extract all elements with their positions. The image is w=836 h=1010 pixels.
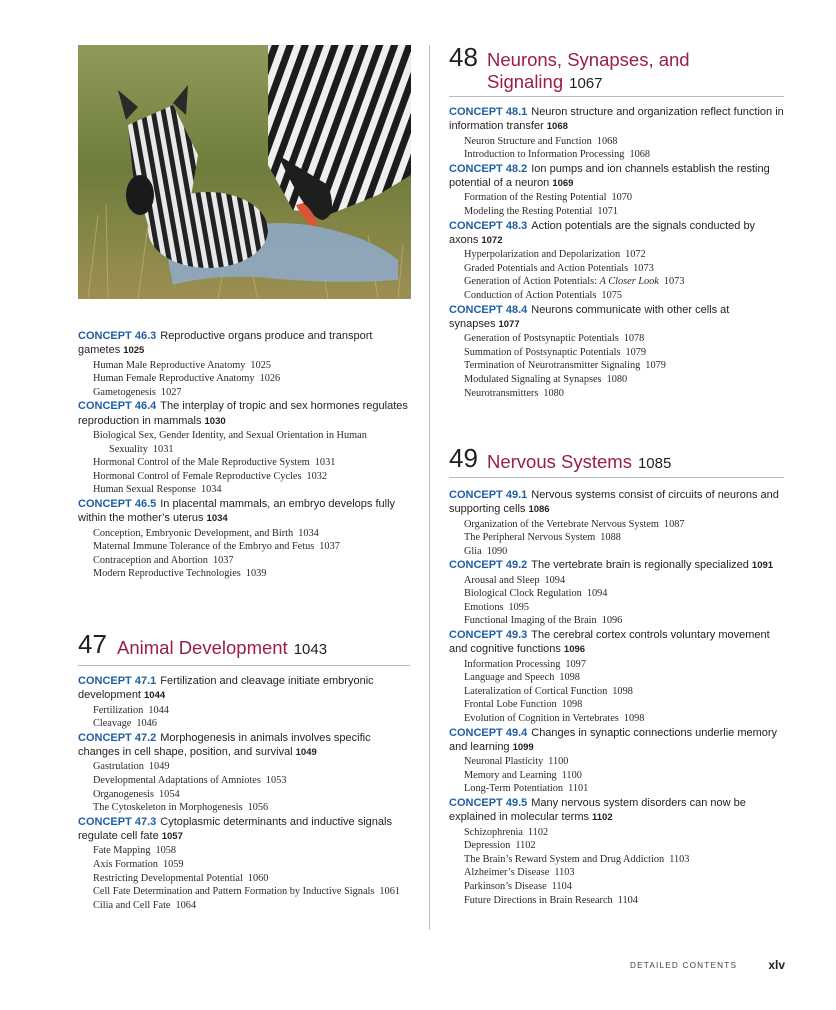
- section-entry: [464, 332, 784, 346]
- concept-page: 1057: [161, 831, 183, 843]
- section-title: Human Female Reproductive Anatomy: [93, 373, 255, 385]
- section-title: Graded Potentials and Action Potentials: [464, 262, 629, 274]
- section-title: Biological Clock Regulation: [464, 588, 582, 600]
- section-title: Maternal Immune Tolerance of the Embryo and Fetus: [93, 541, 315, 553]
- section-page: 1037: [319, 541, 340, 553]
- concept-label: CONCEPT 49.4: [449, 726, 528, 739]
- section-page: 1098: [559, 672, 580, 684]
- section-page: 1103: [669, 853, 690, 865]
- concept-label: CONCEPT 47.1: [78, 675, 157, 687]
- section-entry: [464, 545, 784, 559]
- section-title: Human Male Reproductive Anatomy: [93, 359, 246, 371]
- section-entry: [464, 135, 784, 149]
- section-page: 1094: [544, 574, 566, 586]
- section-page: 1032: [306, 470, 328, 482]
- chapter-page: 1067: [569, 75, 603, 92]
- chapter-title-line2: Signaling: [487, 71, 564, 92]
- section-page: 1072: [625, 249, 646, 261]
- section-entry: [93, 704, 410, 718]
- section-entry: [464, 866, 784, 880]
- concept-heading: [449, 303, 784, 333]
- section-entry: [464, 658, 784, 672]
- concept-heading: [78, 497, 410, 527]
- section-title: Axis Formation: [93, 858, 158, 870]
- page-number: xlv: [768, 958, 785, 972]
- section-page: 1049: [148, 761, 170, 773]
- section-page: 1102: [515, 840, 536, 852]
- section-title: Hormonal Control of Female Reproductive Cycles: [93, 470, 302, 482]
- concept-page: 1091: [751, 560, 774, 572]
- section-entry: [93, 567, 410, 581]
- section-page: 1096: [601, 615, 623, 627]
- section-page: 1037: [212, 554, 234, 566]
- section-page: 1079: [645, 360, 666, 372]
- chapter-49-concepts: [449, 488, 784, 907]
- section-page: 1080: [543, 387, 564, 399]
- section-title: Fate Mapping: [93, 845, 151, 857]
- section-title: Memory and Learning: [464, 769, 557, 781]
- section-entry: [93, 774, 410, 788]
- section-title: Modulated Signaling at Synapses: [464, 373, 602, 385]
- concept-label: CONCEPT 47.2: [78, 731, 157, 744]
- section-page: 1031: [314, 457, 336, 469]
- section-entry: [464, 782, 784, 796]
- section-page: 1027: [160, 386, 182, 398]
- section-entry: [464, 894, 784, 908]
- section-entry: [93, 386, 410, 400]
- chapter-title-text: Animal Development: [117, 637, 288, 658]
- concept-heading: [78, 815, 410, 845]
- section-entry: [93, 470, 410, 484]
- page-footer: [630, 958, 785, 972]
- section-title: Modeling the Resting Potential: [464, 205, 593, 217]
- section-page: 1097: [565, 658, 586, 670]
- section-entry: [464, 880, 784, 894]
- concept-page: 1102: [592, 812, 613, 824]
- section-page: 1061: [379, 886, 400, 898]
- section-title: Generation of Postsynaptic Potentials: [464, 333, 619, 345]
- concept-label: CONCEPT 48.1: [449, 106, 528, 118]
- section-entry: [464, 853, 784, 867]
- concept-title: Action potentials are the signals conducted by axons: [449, 219, 756, 246]
- section-page: 1071: [597, 205, 619, 217]
- section-entry: [93, 760, 410, 774]
- section-title: Conduction of Action Potentials: [464, 289, 597, 301]
- section-page: 1100: [561, 769, 582, 781]
- section-title: Conception, Embryonic Development, and Birth: [93, 527, 294, 539]
- concept-title: The interplay of tropic and sex hormones regulates reproduction in mammals: [78, 400, 408, 427]
- concept-page: 1072: [481, 234, 503, 246]
- concept-label: CONCEPT 49.2: [449, 559, 528, 572]
- section-title: Restricting Developmental Potential: [93, 872, 243, 884]
- concept-label: CONCEPT 46.3: [78, 330, 157, 342]
- concept-title: Neurons communicate with other cells at synapses: [449, 303, 730, 330]
- column-divider: [429, 45, 430, 930]
- section-title: The Peripheral Nervous System: [464, 532, 596, 544]
- section-title: Gametogenesis: [93, 386, 156, 398]
- section-page: 1053: [265, 774, 287, 786]
- section-title: Parkinson’s Disease: [464, 880, 547, 892]
- concept-label: CONCEPT 46.5: [78, 497, 157, 510]
- concept-label: CONCEPT 49.3: [449, 629, 528, 642]
- section-entry: [464, 205, 784, 219]
- concept-page: 1099: [512, 741, 534, 753]
- section-page: 1068: [629, 149, 651, 161]
- section-title: Gastrulation: [93, 761, 144, 773]
- concept-title: Many nervous system disorders can now be explained in molecular terms: [449, 796, 746, 824]
- section-title: Introduction to Information Processing: [464, 149, 625, 161]
- chapter-title-line1: Neurons, Synapses, and: [487, 49, 690, 70]
- section-title: Schizophrenia: [464, 826, 523, 838]
- concept-page: 1068: [546, 121, 568, 133]
- section-page: 1102: [527, 826, 549, 838]
- section-entry: [93, 801, 410, 815]
- concept-title: Neuron structure and organization reflect function in information transfer: [449, 106, 784, 133]
- section-title: Developmental Adaptations of Amniotes: [93, 774, 261, 786]
- section-page: 1031: [152, 443, 174, 455]
- section-title: Formation of the Resting Potential: [464, 192, 607, 204]
- section-entry: [464, 275, 784, 289]
- concept-page: 1049: [295, 747, 317, 759]
- section-page: 1059: [162, 858, 184, 870]
- section-page: 1087: [663, 518, 685, 530]
- section-title: Alzheimer’s Disease: [464, 867, 550, 879]
- section-entry: [464, 685, 784, 699]
- section-page: 1104: [551, 880, 572, 892]
- section-title: Organogenesis: [93, 788, 155, 800]
- concept-page: 1025: [123, 345, 145, 357]
- section-page: 1068: [596, 135, 618, 147]
- section-entry: [464, 769, 784, 783]
- section-entry: [464, 373, 784, 387]
- section-entry: [464, 289, 784, 303]
- section-entry: [464, 698, 784, 712]
- section-page: 1079: [625, 346, 647, 358]
- section-entry: [464, 518, 784, 532]
- section-page: 1054: [159, 788, 180, 800]
- concept-heading: [78, 674, 410, 704]
- section-title: Organization of the Vertebrate Nervous System: [464, 518, 659, 530]
- section-entry: [464, 191, 784, 205]
- section-title: The Brain’s Reward System and Drug Addiction: [464, 853, 665, 865]
- chapter-title: [117, 637, 327, 659]
- section-title: Emotions: [464, 601, 504, 613]
- section-title: Generation of Action Potentials:: [464, 276, 600, 288]
- concept-title: Fertilization and cleavage initiate embryonic development: [78, 675, 374, 702]
- section-entry: [93, 483, 410, 497]
- chapter-title: [487, 451, 671, 473]
- concept-heading: [78, 399, 410, 429]
- section-page: 1103: [554, 867, 575, 879]
- section-page: 1034: [200, 484, 222, 496]
- section-page: 1095: [508, 601, 530, 613]
- concept-heading: [78, 731, 410, 761]
- section-entry: [464, 346, 784, 360]
- section-title: Termination of Neurotransmitter Signaling: [464, 360, 641, 372]
- concept-page: 1096: [563, 644, 586, 656]
- section-entry: [464, 755, 784, 769]
- concept-heading: [449, 219, 784, 249]
- section-entry: [93, 717, 410, 731]
- concept-title: Reproductive organs produce and transport gametes: [78, 330, 373, 357]
- section-title: Long-Term Potentiation: [464, 783, 564, 795]
- concept-title: Morphogenesis in animals involves specific changes in cell shape, position, and survival: [78, 731, 371, 759]
- concept-heading: [449, 558, 784, 573]
- section-page: 1064: [175, 899, 197, 911]
- section-entry: [93, 554, 410, 568]
- section-entry: [464, 531, 784, 545]
- concept-label: CONCEPT 48.2: [449, 162, 528, 175]
- chapter-number: 48: [449, 42, 478, 72]
- section-page: 1056: [247, 802, 269, 814]
- chapter-47-concepts: [78, 674, 410, 912]
- concept-label: CONCEPT 49.1: [449, 489, 528, 501]
- section-entry: [93, 844, 410, 858]
- section-entry: [464, 387, 784, 401]
- section-page: 1025: [250, 359, 272, 371]
- section-title: Fertilization: [93, 704, 144, 716]
- section-entry: [93, 872, 410, 886]
- section-entry: [464, 248, 784, 262]
- concept-title: Nervous systems consist of circuits of neurons and supporting cells: [449, 489, 779, 516]
- concept-label: CONCEPT 47.3: [78, 815, 157, 828]
- concept-title: Changes in synaptic connections underlie memory and learning: [449, 726, 778, 753]
- section-title: Cleavage: [93, 718, 132, 730]
- section-title-italic: A Closer Look: [599, 276, 659, 288]
- section-title: Functional Imaging of the Brain: [464, 615, 597, 627]
- concept-title: The vertebrate brain is regionally specialized: [531, 559, 749, 572]
- section-title: Modern Reproductive Technologies: [93, 568, 241, 580]
- chapter-title-text: Nervous Systems: [487, 451, 632, 472]
- zebra-photo: [78, 45, 411, 299]
- section-entry: [464, 839, 784, 853]
- section-entry: [464, 574, 784, 588]
- section-page: 1039: [245, 568, 267, 580]
- section-title: Biological Sex, Gender Identity, and Sexual Orientation in Human Sexuality: [93, 429, 367, 455]
- section-title: Depression: [464, 840, 511, 852]
- section-entry: [464, 262, 784, 276]
- section-page: 1078: [623, 333, 645, 345]
- section-title: Neuron Structure and Function: [464, 135, 592, 147]
- concept-heading: [449, 162, 784, 192]
- section-title: Future Directions in Brain Research: [464, 894, 613, 906]
- concept-label: CONCEPT 48.4: [449, 303, 528, 316]
- chapter-number: 47: [78, 629, 107, 659]
- concept-heading: [78, 329, 410, 359]
- section-page: 1060: [247, 872, 269, 884]
- footer-label: DETAILED CONTENTS: [630, 961, 738, 970]
- section-page: 1070: [611, 192, 633, 204]
- chapter-48-concepts: [449, 105, 784, 400]
- section-entry: [464, 359, 784, 373]
- section-title: Arousal and Sleep: [464, 574, 540, 586]
- concept-heading: [449, 488, 784, 518]
- section-page: 1046: [136, 718, 157, 730]
- section-page: 1073: [633, 262, 654, 274]
- section-entry: [93, 540, 410, 554]
- section-entry: [464, 712, 784, 726]
- section-page: 1058: [155, 845, 177, 857]
- concept-page: 1077: [498, 318, 520, 330]
- section-page: 1104: [617, 894, 638, 906]
- section-entry: [93, 858, 410, 872]
- concept-heading: [449, 105, 784, 135]
- chapter-47-heading: [78, 629, 410, 666]
- section-entry: [93, 788, 410, 802]
- section-entry: [93, 899, 410, 913]
- section-entry: [93, 456, 410, 470]
- chapter-title: [487, 49, 690, 95]
- section-page: 1094: [586, 588, 608, 600]
- chapter-49-heading: [449, 443, 784, 478]
- section-entry: [93, 885, 410, 899]
- concept-title: Ion pumps and ion channels establish the resting potential of a neuron: [449, 162, 770, 190]
- section-entry: [464, 587, 784, 601]
- section-title: The Cytoskeleton in Morphogenesis: [93, 802, 243, 814]
- section-page: 1100: [548, 756, 569, 768]
- concept-title: The cerebral cortex controls voluntary movement and cognitive functions: [449, 629, 770, 656]
- section-title: Frontal Lobe Function: [464, 699, 557, 711]
- section-page: 1034: [298, 527, 319, 539]
- concept-heading: [449, 726, 784, 756]
- chapter-page: 1043: [293, 641, 328, 658]
- section-title: Hormonal Control of the Male Reproductive System: [93, 457, 310, 469]
- section-page: 1098: [623, 713, 645, 725]
- concept-label: CONCEPT 46.4: [78, 400, 157, 413]
- section-page: 1101: [568, 783, 589, 795]
- section-page: 1088: [600, 532, 621, 544]
- concept-label: CONCEPT 49.5: [449, 796, 528, 809]
- concept-page: 1030: [204, 415, 226, 427]
- section-title: Neurotransmitters: [464, 387, 539, 399]
- section-page: 1044: [148, 704, 169, 716]
- section-entry: [464, 671, 784, 685]
- chapter-number: 49: [449, 443, 478, 473]
- section-title: Neuronal Plasticity: [464, 756, 544, 768]
- section-entry: [93, 527, 410, 541]
- concept-title: Cytoplasmic determinants and inductive signals regulate cell fate: [78, 815, 392, 843]
- section-page: 1075: [601, 289, 623, 301]
- concept-heading: [449, 796, 784, 826]
- concept-page: 1034: [206, 513, 228, 525]
- section-entry: [464, 148, 784, 162]
- concept-label: CONCEPT 48.3: [449, 219, 528, 232]
- section-title: Human Sexual Response: [93, 484, 196, 496]
- concept-page: 1069: [552, 178, 574, 190]
- chapter-48-heading: [449, 44, 784, 97]
- concept-page: 1044: [144, 690, 166, 702]
- section-title: Information Processing: [464, 658, 561, 670]
- section-title: Glia: [464, 545, 482, 557]
- chapter-page: 1085: [637, 455, 672, 472]
- section-title: Evolution of Cognition in Vertebrates: [464, 713, 619, 725]
- section-title: Cell Fate Determination and Pattern Formation by Inductive Signals: [93, 886, 375, 898]
- section-entry: [464, 614, 784, 628]
- section-entry: [93, 429, 410, 456]
- section-entry: [93, 359, 410, 373]
- section-page: 1026: [259, 373, 281, 385]
- section-page: 1098: [612, 685, 633, 697]
- section-page: 1073: [663, 276, 685, 288]
- section-page: 1080: [606, 373, 628, 385]
- section-title: Summation of Postsynaptic Potentials: [464, 346, 621, 358]
- section-entry: [464, 826, 784, 840]
- concept-title: In placental mammals, an embryo develops fully within the mother’s uterus: [78, 497, 396, 525]
- section-page: 1090: [486, 545, 508, 557]
- section-page: 1098: [561, 699, 583, 711]
- chapter-46-concepts: [78, 329, 410, 581]
- section-entry: [93, 372, 410, 386]
- section-title: Cilia and Cell Fate: [93, 899, 171, 911]
- section-title: Language and Speech: [464, 672, 555, 684]
- section-title: Lateralization of Cortical Function: [464, 685, 608, 697]
- section-title: Hyperpolarization and Depolarization: [464, 249, 621, 261]
- section-entry: [464, 601, 784, 615]
- section-title: Contraception and Abortion: [93, 554, 208, 566]
- concept-heading: [449, 628, 784, 658]
- concept-page: 1086: [528, 504, 550, 516]
